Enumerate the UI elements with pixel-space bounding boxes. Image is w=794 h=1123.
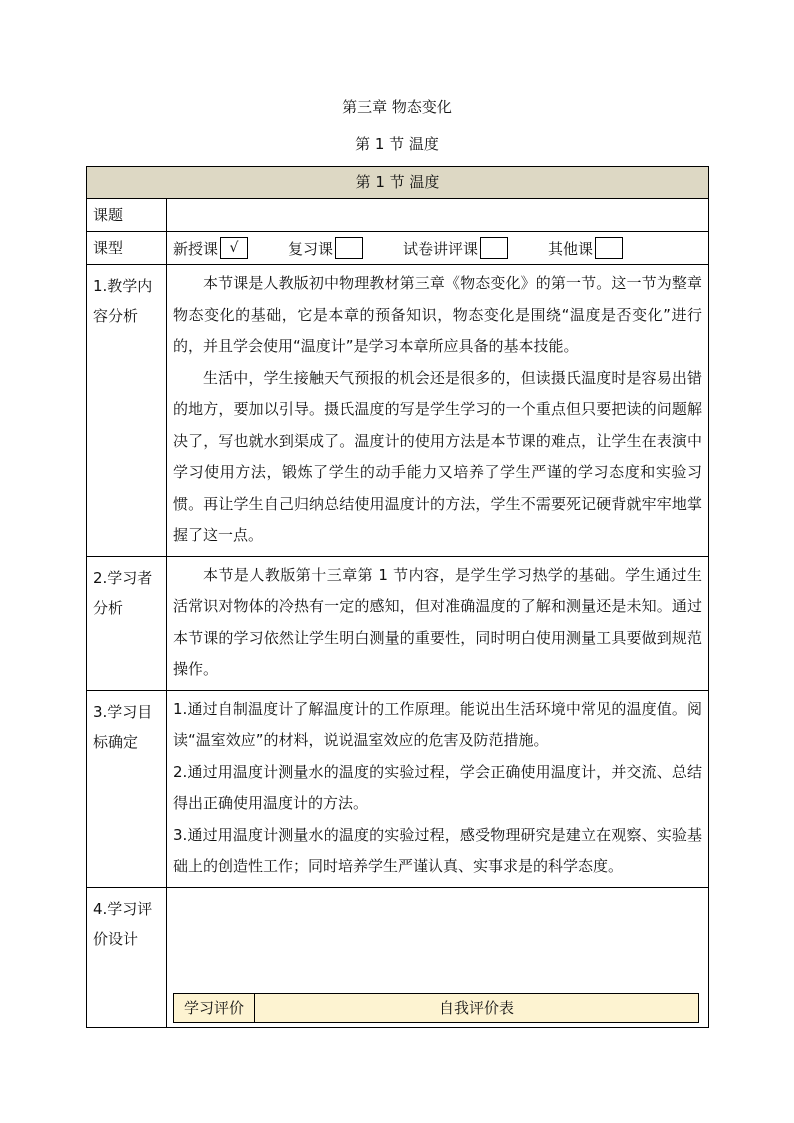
goal-item: 1.通过自制温度计了解温度计的工作原理。能说出生活环境中常见的温度值。阅读“温室效应”的材料，说说温室效应的危害及防范措施。 xyxy=(173,699,703,749)
type-checkbox[interactable] xyxy=(335,237,363,259)
paragraph: 生活中，学生接触天气预报的机会还是很多的，但读摄氏温度时是容易出错的地方，要加以引导。摄氏温度的写是学生学习的一个重点但只要把读的问题解决了，写也就水到渠成了。温度计的使用方法是本节课的难点，让学生在表演中学习使用方法，锻炼了学生的动手能力又培养了学生严谨的学习态度和实验习惯。再让学生自己归纳总结使用温度计的方法，学生不需要死记硬背就牢牢地掌握了这一点。 xyxy=(173,368,703,544)
table-header: 第 1 节 温度 xyxy=(87,167,709,199)
content-analysis-body xyxy=(167,265,709,557)
type-option-exam-review xyxy=(403,237,508,259)
evaluation-table-label: 学习评价 xyxy=(174,993,255,1022)
lesson-plan-table xyxy=(86,166,709,1028)
learning-goals-body xyxy=(167,690,709,887)
learner-analysis-label: 2.学习者分析 xyxy=(87,556,167,690)
goal-item: 2.通过用温度计测量水的温度的实验过程，学会正确使用温度计，并交流、总结得出正确使用温度计的方法。 xyxy=(173,762,703,812)
learner-analysis-body xyxy=(167,556,709,690)
topic-value xyxy=(167,199,709,232)
paragraph: 本节课是人教版初中物理教材第三章《物态变化》的第一节。这一节为整章物态变化的基础，它是本章的预备知识，物态变化是围绕“温度是否变化”进行的，并且学会使用“温度计”是学习本章所应具备的基本技能。 xyxy=(173,274,703,355)
evaluation-table xyxy=(173,993,699,1023)
learning-goals-label: 3.学习目标确定 xyxy=(87,690,167,887)
chapter-title: 第三章 物态变化 xyxy=(342,98,452,116)
type-checkbox[interactable] xyxy=(595,237,623,259)
type-option-other xyxy=(548,237,623,259)
type-checkbox[interactable]: √ xyxy=(220,237,248,259)
type-option-label: 复习课 xyxy=(288,239,334,258)
evaluation-table-title: 自我评价表 xyxy=(255,993,699,1022)
evaluation-design-label: 4.学习评价设计 xyxy=(87,887,167,1027)
type-option-label: 试卷讲评课 xyxy=(403,239,479,258)
type-option-new xyxy=(173,237,248,259)
type-options xyxy=(167,232,709,265)
type-option-label: 新授课 xyxy=(173,239,219,258)
type-option-review xyxy=(288,237,363,259)
topic-label: 课题 xyxy=(87,199,167,232)
paragraph: 本节是人教版第十三章第 1 节内容，是学生学习热学的基础。学生通过生活常识对物体的冷热有一定的感知，但对准确温度的了解和测量还是未知。通过本节课的学习依然让学生明白测量的重要性，同时明白使用测量工具要做到规范操作。 xyxy=(173,565,703,678)
type-option-label: 其他课 xyxy=(548,239,594,258)
type-checkbox[interactable] xyxy=(480,237,508,259)
section-title: 第 1 节 温度 xyxy=(355,135,439,153)
type-label: 课型 xyxy=(87,232,167,265)
goal-item: 3.通过用温度计测量水的温度的实验过程，感受物理研究是建立在观察、实验基础上的创造性工作；同时培养学生严谨认真、实事求是的科学态度。 xyxy=(173,825,703,875)
content-analysis-label: 1.教学内容分析 xyxy=(87,265,167,557)
evaluation-design-body xyxy=(167,887,709,1027)
